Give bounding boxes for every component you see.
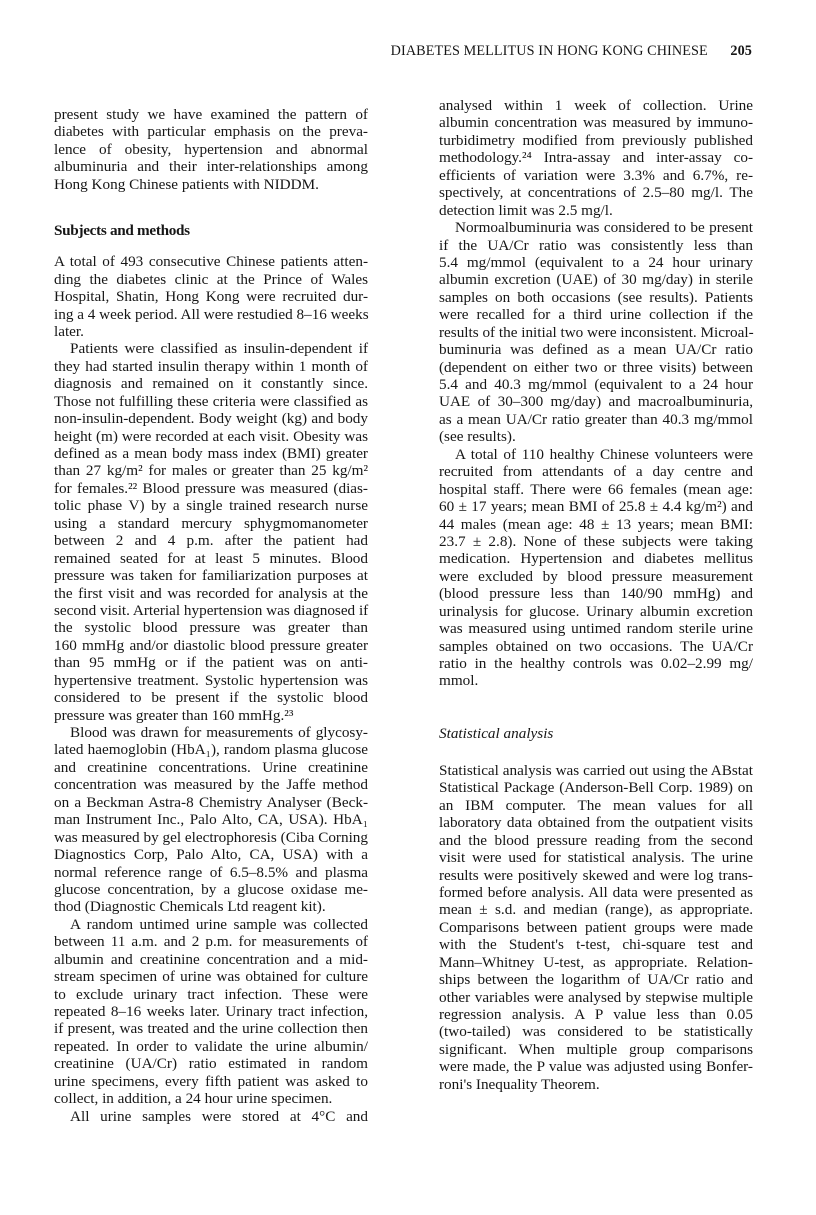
text-line: for females.²² Blood pressure was measured (dias- <box>54 479 368 497</box>
text-line: Patients were classified as insulin-dependent if <box>70 340 368 358</box>
text-line: ships between the logarithm of UA/Cr ratio and <box>439 971 753 989</box>
text-line: was measured using untimed random sterile urine <box>439 620 753 638</box>
text-line: if present, was treated and the urine collection then <box>54 1020 368 1038</box>
paragraph <box>54 1108 368 1125</box>
text-line: repeated 8–16 weeks later. Urinary tract infection, <box>54 1003 368 1020</box>
paragraph <box>439 446 753 690</box>
text-line: turbidimetry modified from previously published <box>439 131 753 149</box>
text-line: A total of 493 consecutive Chinese patients atten- <box>54 253 368 271</box>
text-line: Comparisons between patient groups were made <box>439 918 753 936</box>
right-column <box>439 97 753 1093</box>
text-line: samples on both occasions (see results). Patients <box>439 288 753 306</box>
text-line: formed before analysis. All data were presented as <box>439 883 753 901</box>
paragraph <box>54 106 368 193</box>
text-line: 23.7 ± 2.8). None of these subjects were taking <box>439 532 753 550</box>
text-line: with the Student's t-test, chi-square test and <box>439 936 753 954</box>
text-line: lated haemoglobin (HbA₁), random plasma glucose <box>54 741 368 759</box>
text-line: using a standard mercury sphygmomanometer <box>54 514 368 532</box>
text-line: 5.4 mg/mmol (equivalent to a 24 hour urinary <box>439 253 753 271</box>
text-line: between 2 and 4 p.m. after the patient had <box>54 532 368 550</box>
text-line: UAE of 30–300 mg/day) and macroalbuminuria, <box>439 393 753 411</box>
text-line: second visit. Arterial hypertension was diagnosed if <box>54 601 369 619</box>
text-line: albumin and creatinine concentration and a mid- <box>54 950 368 968</box>
text-line: Mann–Whitney U-test, as appropriate. Relation- <box>439 953 753 971</box>
section-heading: Statistical analysis <box>439 724 554 742</box>
running-head <box>391 43 752 60</box>
text-line: mean ± s.d. and median (range), as appropriate. <box>439 901 753 919</box>
paragraph <box>54 916 368 1108</box>
text-line: ding the diabetes clinic at the Prince of Wales <box>54 270 368 288</box>
text-line: collect, in addition, a 24 hour urine specimen. <box>54 1090 333 1108</box>
text-line: albumin excretion (UAE) of 30 mg/day) in sterile <box>439 271 753 289</box>
text-line: was measured by gel electrophoresis (Ciba Corning <box>54 828 368 846</box>
text-line: buminuria was defined as a mean UA/Cr ratio <box>439 341 753 359</box>
text-line: as a mean UA/Cr ratio greater than 40.3 mg/mmol <box>439 410 753 428</box>
paragraph <box>54 253 368 340</box>
text-line: considered to be present if the systolic blood <box>54 689 368 707</box>
text-line: Blood was drawn for measurements of glycosy- <box>70 724 368 741</box>
running-head-title: DIABETES MELLITUS IN HONG KONG CHINESE <box>390 43 708 59</box>
paragraph <box>439 762 753 1093</box>
text-line: pressure was taken for familiarization purposes at <box>54 567 368 585</box>
text-line: later. <box>54 322 84 340</box>
paragraph <box>54 724 368 916</box>
text-line: Statistical Package (Anderson-Bell Corp. 1989) on <box>439 779 753 797</box>
text-line: visit were used for statistical analysis. The urine <box>439 849 753 867</box>
text-line: regression analysis. A P value less than 0.05 <box>439 1006 753 1023</box>
text-line: 5.4 and 40.3 mg/mmol (equivalent to a 24 hour <box>439 376 753 393</box>
text-line: an IBM computer. The mean values for all <box>439 796 753 814</box>
text-line: Hong Kong Chinese patients with NIDDM. <box>54 175 319 193</box>
text-line: Diagnostics Corp, Palo Alto, CA, USA) with a <box>54 846 368 864</box>
text-line: ing a 4 week period. All were restudied 8–16 weeks <box>54 305 369 323</box>
text-line: to exclude urinary tract infection. These were <box>54 985 368 1003</box>
text-line: albumin concentration was measured by immuno- <box>439 114 753 132</box>
page-number: 205 <box>730 43 752 59</box>
text-line: albuminuria and their inter-relationships among <box>54 158 368 176</box>
text-line: if the UA/Cr ratio was consistently less than <box>439 236 753 254</box>
text-line: significant. When multiple group comparisons <box>439 1040 753 1058</box>
text-line: efficients of variation were 3.3% and 6.7%, re- <box>439 166 753 184</box>
text-line: man Instrument Inc., Palo Alto, CA, USA). HbA₁ <box>54 811 368 829</box>
text-line: than 27 kg/m² for males or greater than 25 kg/m² <box>54 462 368 480</box>
text-line: lence of obesity, hypertension and abnormal <box>54 140 368 158</box>
text-line: present study we have examined the pattern of <box>54 106 368 123</box>
text-line: results were positively skewed and were log trans- <box>439 866 753 884</box>
text-line: and the blood pressure reading from the second <box>439 831 753 849</box>
text-line: glucose concentration, by a glucose oxidase me- <box>54 880 368 898</box>
text-line: normal reference range of 6.5–8.5% and plasma <box>54 863 368 881</box>
text-line: detection limit was 2.5 mg/l. <box>439 201 613 219</box>
text-line: hospital staff. There were 66 females (mean age: <box>439 480 753 498</box>
text-line: were excluded by blood pressure measurement <box>439 567 753 585</box>
text-line: methodology.²⁴ Intra-assay and inter-assay co- <box>439 149 753 167</box>
paragraph <box>54 340 368 724</box>
text-line: defined as a mean body mass index (BMI) greater <box>54 445 368 462</box>
section-heading: Subjects and methods <box>54 222 190 240</box>
text-line: mmol. <box>439 672 479 690</box>
left-column <box>54 106 368 1125</box>
text-line: spectively, at concentrations of 2.5–80 mg/l. The <box>439 184 753 202</box>
text-line: ratio in the healthy controls was 0.02–2.99 mg/ <box>439 655 753 672</box>
text-line: (see results). <box>439 428 516 446</box>
text-line: All urine samples were stored at 4°C and <box>70 1107 368 1125</box>
text-line: A random untimed urine sample was collected <box>70 915 368 933</box>
text-line: urinalysis for glucose. Urinary albumin excretion <box>439 602 753 620</box>
text-line: between 11 a.m. and 2 p.m. for measurements of <box>54 933 368 951</box>
text-line: laboratory data obtained from the outpatient visits <box>439 814 753 832</box>
text-line: than 95 mmHg or if the patient was on anti- <box>54 654 368 672</box>
text-line: results of the initial two were inconsistent. Microal- <box>439 323 754 341</box>
text-line: diagnosis and remained on it constantly since. <box>54 375 368 393</box>
text-line: 160 mmHg and/or diastolic blood pressure greater <box>54 636 368 654</box>
text-line: recruited from attendants of a day centre and <box>439 463 753 481</box>
text-line: thod (Diagnostic Chemicals Ltd reagent kit). <box>54 898 326 916</box>
text-line: they had started insulin therapy within 1 month of <box>54 357 368 375</box>
text-line: other variables were analysed by stepwise multiple <box>439 988 753 1006</box>
text-line: Statistical analysis was carried out using the ABstat <box>439 761 753 779</box>
text-line: urine specimens, every fifth patient was asked to <box>54 1072 368 1090</box>
text-line: A total of 110 healthy Chinese volunteers were <box>455 445 753 463</box>
text-line: 44 males (mean age: 48 ± 13 years; mean BMI: <box>439 515 753 533</box>
text-line: pressure was greater than 160 mmHg.²³ <box>54 706 294 724</box>
text-line: height (m) were recorded at each visit. Obesity was <box>54 427 368 445</box>
text-line: (dependent on either two or three visits) between <box>439 358 753 376</box>
paragraph <box>439 97 753 219</box>
paragraph <box>439 219 753 446</box>
text-line: remained seated for at least 5 minutes. Blood <box>54 549 368 567</box>
text-line: analysed within 1 week of collection. Urine <box>439 97 753 114</box>
text-line: were recalled for a third urine collection if the <box>439 306 753 324</box>
text-line: stream specimen of urine was obtained for culture <box>54 968 368 986</box>
text-line: repeated. In order to validate the urine albumin/ <box>54 1037 368 1055</box>
text-line: hypertensive treatment. Systolic hypertension was <box>54 671 368 689</box>
text-line: medication. Hypertension and diabetes mellitus <box>439 550 753 568</box>
text-line: tolic phase V) by a single trained research nurse <box>54 497 368 515</box>
text-line: Hospital, Shatin, Hong Kong were recruited dur- <box>54 288 368 306</box>
text-line: non-insulin-dependent. Body weight (kg) and body <box>54 410 368 428</box>
text-line: on a Beckman Astra-8 Chemistry Analyser (Beck- <box>54 793 368 811</box>
text-line: (blood pressure less than 140/90 mmHg) and <box>439 585 753 603</box>
text-line: roni's Inequality Theorem. <box>439 1075 600 1093</box>
text-line: 60 ± 17 years; mean BMI of 25.8 ± 4.4 kg/m²) and <box>439 498 753 516</box>
text-line: the systolic blood pressure was greater than <box>54 619 368 637</box>
text-line: (two-tailed) was considered to be statistically <box>439 1023 753 1041</box>
text-line: Those not fulfilling these criteria were classified as <box>54 392 368 410</box>
text-line: the first visit and was recorded for analysis at the <box>54 584 368 602</box>
text-line: concentration was measured by the Jaffe method <box>54 776 368 794</box>
text-line: and creatinine concentrations. Urine creatinine <box>54 758 368 776</box>
text-line: samples obtained on two occasions. The UA/Cr <box>439 637 753 655</box>
text-line: Normoalbuminuria was considered to be present <box>455 219 753 237</box>
text-line: creatinine (UA/Cr) ratio estimated in random <box>54 1055 368 1073</box>
text-line: were made, the P value was adjusted using Bonfer- <box>439 1058 753 1076</box>
text-line: diabetes with particular emphasis on the preva- <box>54 123 368 141</box>
